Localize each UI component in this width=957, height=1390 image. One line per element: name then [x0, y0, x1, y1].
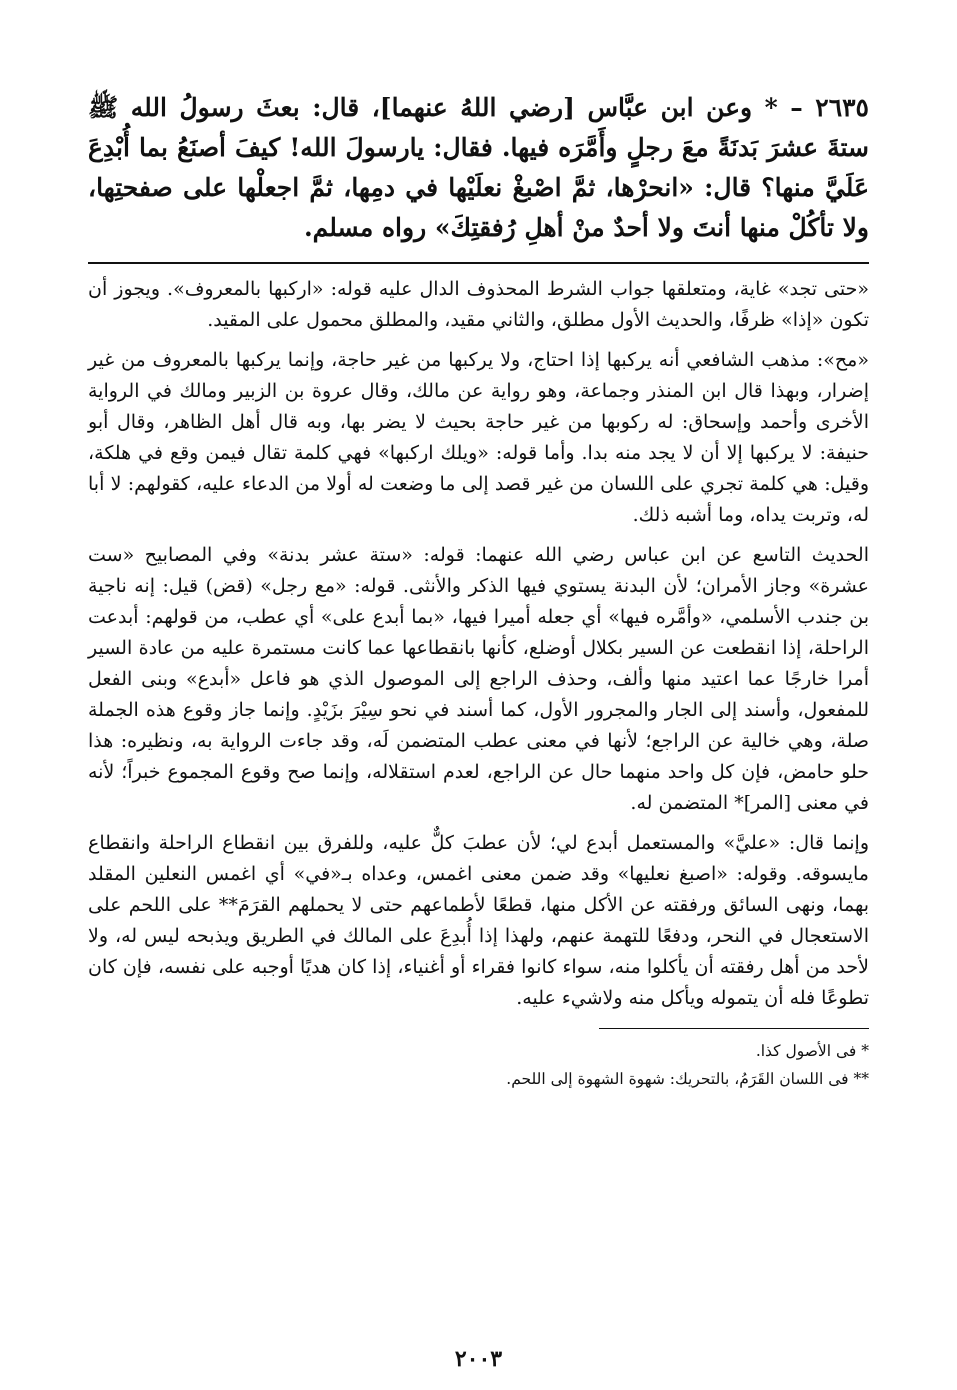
hadith-body: – * وعن ابن عبَّاس [رضي اللهُ عنهما]، قال: بعثَ رسولُ الله ﷺ ستةَ عشرَ بَدنَةً معَ رجلٍ وأَمَّرَه فيها. فقال: يارسولَ الله! كيفَ أصنَعُ بما أُبْدِعَ عَلَيَّ منها؟ قال: «انحرْها، ثمَّ اصْبغْ نعلَيْها في دمِها، ثمَّ اجعلْها على صفحتِها، ولا تأكُلْ منها أنتَ ولا أحدٌ منْ أهلِ رُفقتِكَ» رواه مسلم. [88, 93, 869, 242]
commentary-paragraph-2: «مح»: مذهب الشافعي أنه يركبها إذا احتاج، ولا يركبها من غير حاجة، وإنما يركبها بالمعروف من غير إضرار، وبهذا قال ابن المنذر وجماعة، وهو رواية عن مالك، وقال عروة بن الزبير ومالك في الرواية الأخرى وأحمد وإسحاق: له ركوبها من غير حاجة بحيث لا يضر بها، وبه قال أهل الظاهر، وقال أبو حنيفة: لا يركبها إلا أن لا يجد منه بدا. وأما قوله: «ويلك اركبها» فهي كلمة تقال فيمن وقع في هلكة، وقيل: هي كلمة تجري على اللسان من غير قصد إلى ما وضعت له أولا من الدعاء عليه، كقولهم: لا أبا له، وتربت يداه، وما أشبه ذلك. [88, 349, 869, 526]
footnote-1: * فى الأصول كذا. [755, 1042, 869, 1060]
page-number: ٢٠٠٣ [454, 1346, 503, 1372]
main-separator [88, 262, 869, 264]
commentary-paragraph-3: الحديث التاسع عن ابن عباس رضي الله عنهما: قوله: «ستة عشر بدنة» وفي المصابيح «ست عشرة» وجاز الأمران؛ لأن البدنة يستوي فيها الذكر والأنثى. قوله: «مع رجل» (قض) قيل: إنه ناجية بن جندب الأسلمي، «وأمَّره فيها» أي جعله أميرا فيها، «بما أبدع على» أي عطب، من قولهم: أبدعت الراحلة، إذا انقطعت عن السير بكلال أوضلع، كأنها بانقطاعها عما كانت مستمرة عليه من عادة السير أمرا خارجًا عما اعتيد منها وألف، وحذف الراجع إلى الموصول الذي هو فاعل «أبدع» وبنى الفعل للمفعول، وأسند إلى الجار والمجرور الأول، كما أسند في نحو سِيْرَ بزَيْدٍ. وإنما جاز وقوع هذه الجملة صلة، وهي خالية عن الراجع؛ لأنها في معنى عطب المتضمن لَه، وقد جاءت الرواية به، ونظيره: هذا حلو حامض، فإن كل واحد منهما حال عن الراجع، لعدم استقلاله، وإنما صح وقوع المجموع خبراً؛ لأنه في معنى [المر]* المتضمن له. [88, 544, 869, 814]
commentary-paragraph-1: «حتى تجد» غاية، ومتعلقها جواب الشرط المحذوف الدال عليه قوله: «اركبها بالمعروف». ويجوز أن تكون «إذا» ظرفًا، والحديث الأول مطلق، والثاني مقيد، والمطلق محمول على المقيد. [88, 278, 869, 331]
hadith-number: ٢٦٣٥ [815, 93, 869, 122]
footnote-2: ** فى اللسان القَرَمُ، بالتحريك: شهوة الشهوة إلى اللحم. [506, 1070, 869, 1088]
hadith-text [88, 88, 869, 248]
commentary-paragraph-4: وإنما قال: «عليَّ» والمستعمل أبدع لي؛ لأن عطبَ كلٌّ عليه، وللفرق بين انقطاع الراحلة وانقطاع مايسوقه. وقوله: «اصبغ نعليها» وقد ضمن معنى اغمس، وعداه بـ«في» أي اغمس النعلين المقلد بهما، ونهى السائق ورفقته عن الأكل منها، قطعًا لأطماعهم حتى لا يحملهم القرَمَ** على اللحم على الاستعجال في النحر، ودفعًا للتهمة عنهم، ولهذا إذا أُبدِعَ على المالك في الطريق ويذبحه ليس له، ولا لأحد من أهل رفقته أن يأكلوا منه، سواء كانوا فقراء أو أغنياء، إذا كان هديًا أوجبه على نفسه، فإن كان تطوعًا فله أن يتموله ويأكل منه ولاشيء عليه. [88, 832, 869, 1009]
footnote-separator [599, 1028, 869, 1029]
